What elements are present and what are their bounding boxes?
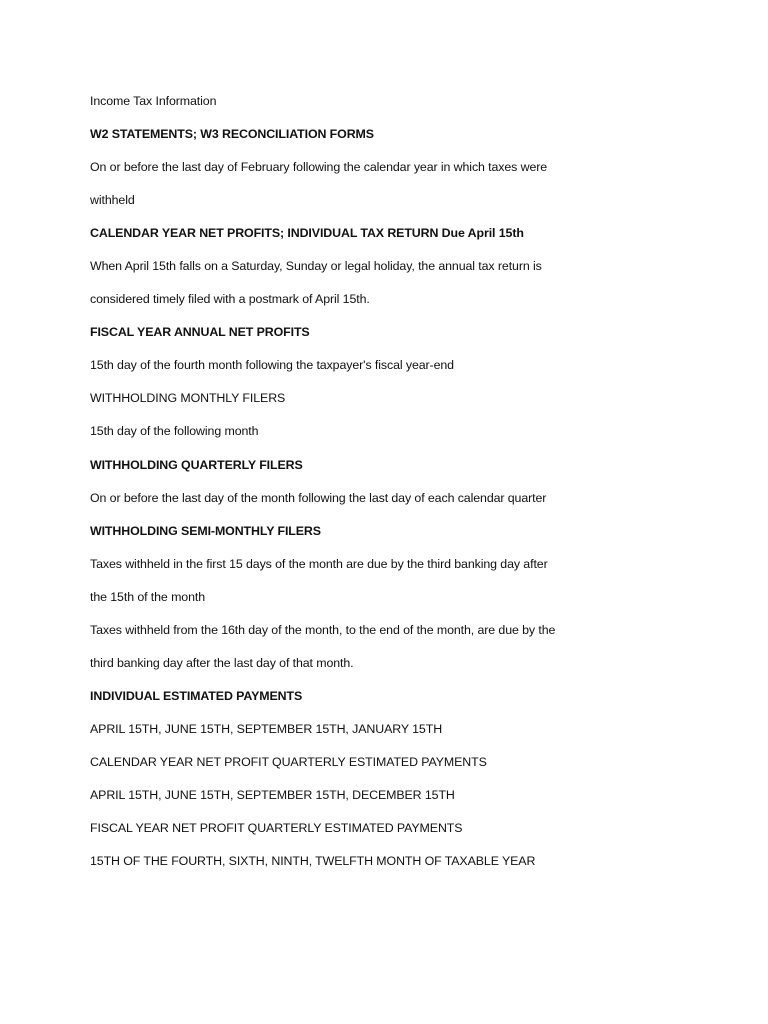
paragraph-line: 15th day of the fourth month following the taxpayer's fiscal year-end: [90, 358, 454, 373]
paragraph-line: Taxes withheld from the 16th day of the month, to the end of the month, are due by the: [90, 622, 556, 637]
paragraph-line: Taxes withheld in the first 15 days of the month are due by the third banking day after: [90, 556, 548, 571]
section-heading-individual-estimated: INDIVIDUAL ESTIMATED PAYMENTS: [90, 688, 303, 703]
paragraph-line: 15th day of the following month: [90, 424, 259, 439]
section-heading-withholding-quarterly: WITHHOLDING QUARTERLY FILERS: [90, 457, 303, 472]
paragraph-line: 15TH OF THE FOURTH, SIXTH, NINTH, TWELFTH MONTH OF TAXABLE YEAR: [90, 854, 536, 869]
section-heading-withholding-semi-monthly: WITHHOLDING SEMI-MONTHLY FILERS: [90, 523, 321, 538]
section-heading-calendar-net-profits: CALENDAR YEAR NET PROFITS; INDIVIDUAL TAX RETURN Due April 15th: [90, 226, 524, 241]
paragraph-line: third banking day after the last day of that month.: [90, 655, 354, 670]
paragraph-line: On or before the last day of the month following the last day of each calendar quarter: [90, 490, 547, 505]
section-heading-fiscal-quarterly-estimated: FISCAL YEAR NET PROFIT QUARTERLY ESTIMATED PAYMENTS: [90, 821, 463, 836]
paragraph-line: APRIL 15TH, JUNE 15TH, SEPTEMBER 15TH, DECEMBER 15TH: [90, 787, 455, 802]
section-heading-calendar-quarterly-estimated: CALENDAR YEAR NET PROFIT QUARTERLY ESTIMATED PAYMENTS: [90, 754, 487, 769]
paragraph-line: the 15th of the month: [90, 589, 206, 604]
document-title: Income Tax Information: [90, 94, 217, 108]
paragraph-line: withheld: [90, 193, 135, 208]
section-heading-fiscal-net-profits: FISCAL YEAR ANNUAL NET PROFITS: [90, 325, 310, 340]
paragraph-line: APRIL 15TH, JUNE 15TH, SEPTEMBER 15TH, JANUARY 15TH: [90, 721, 443, 736]
section-heading-w2-w3: W2 STATEMENTS; W3 RECONCILIATION FORMS: [90, 127, 374, 142]
section-heading-withholding-monthly: WITHHOLDING MONTHLY FILERS: [90, 391, 286, 406]
paragraph-line: considered timely filed with a postmark of April 15th.: [90, 292, 370, 307]
paragraph-line: On or before the last day of February following the calendar year in which taxes were: [90, 160, 548, 175]
paragraph-line: When April 15th falls on a Saturday, Sunday or legal holiday, the annual tax return is: [90, 259, 542, 274]
